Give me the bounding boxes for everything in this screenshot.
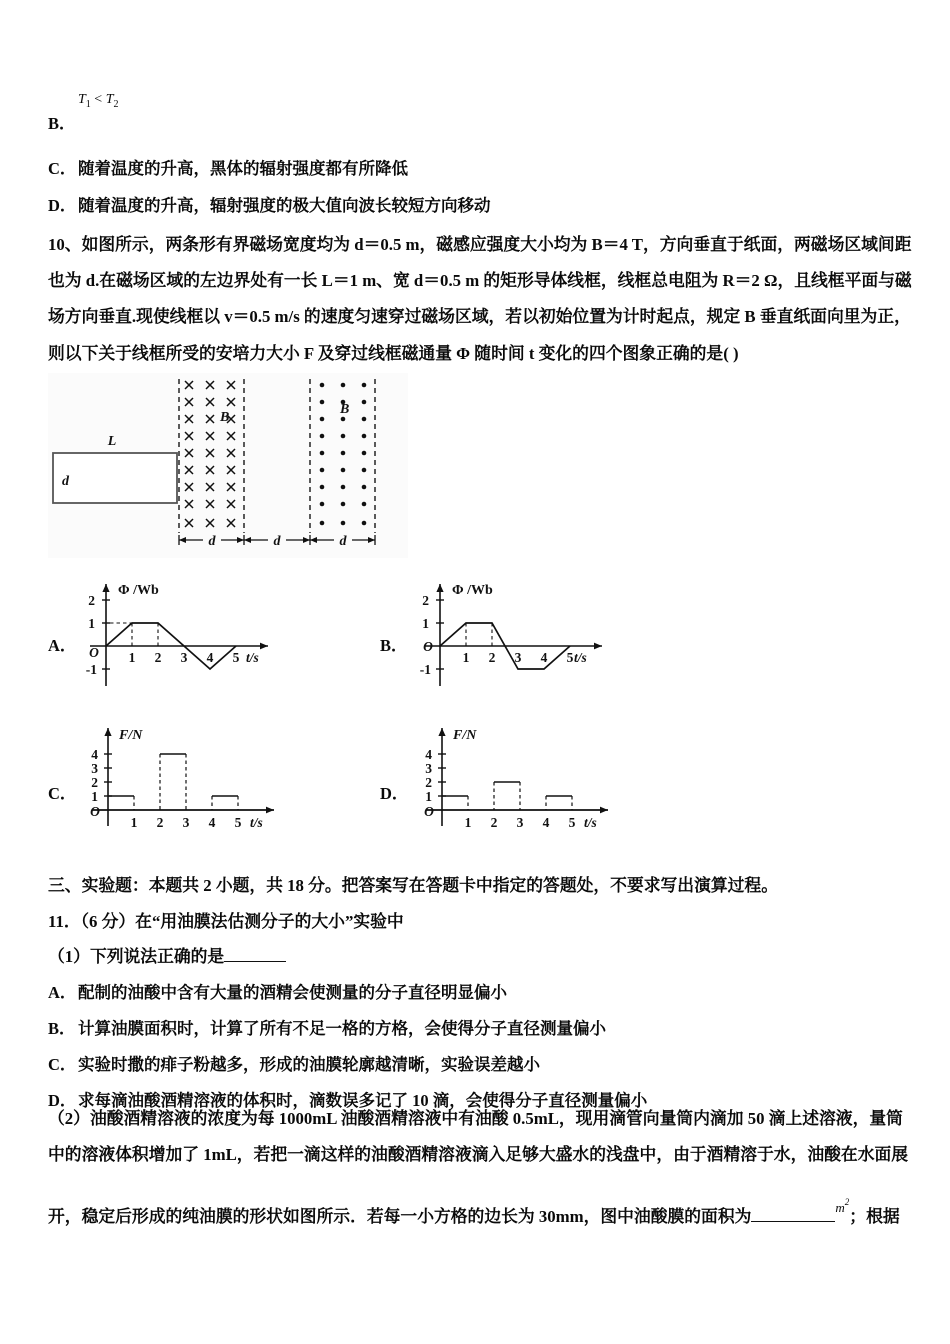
- answer-blank-part1[interactable]: [224, 947, 286, 962]
- formula-t1-sub: 1: [85, 98, 91, 110]
- question-10-line-1: 10、如图所示，两条形有界磁场宽度均为 d＝0.5 m，磁感应强度大小均为 B＝4 T，方向垂直于纸面，两磁场区域间距: [48, 235, 912, 254]
- formula-t2: T: [105, 92, 114, 107]
- graph-c-y-axis-label: F/N: [119, 728, 143, 743]
- question-11-option-a-text: 配制的油酸中含有大量的酒精会使测量的分子直径明显偏小: [78, 983, 507, 1002]
- question-11-option-c-text: 实验时撒的痱子粉越多，形成的油膜轮廓越清晰，实验误差越小: [78, 1055, 540, 1074]
- graph-a-svg: [78, 578, 308, 696]
- graph-c-svg: [78, 722, 308, 837]
- graph-c-ytick-1: 1: [91, 789, 98, 804]
- formula-t1: T: [78, 92, 86, 107]
- graph-a-xtick-1: 1: [128, 650, 136, 665]
- graph-a-figure: [78, 578, 308, 696]
- graph-d-xtick-1: 1: [464, 815, 472, 830]
- graph-a-ytick-0: -1: [85, 662, 97, 677]
- graph-d-y-axis-label: F/N: [453, 728, 477, 743]
- graph-a-xtick-2: 2: [154, 650, 162, 665]
- question-11-option-a-label: A．: [48, 983, 77, 1002]
- graph-c-ytick-3: 3: [91, 761, 98, 776]
- question-11-part2-line-3: [48, 1197, 900, 1227]
- option-c-label-q9: C．: [48, 159, 77, 178]
- graph-c-xtick-4: 4: [208, 815, 216, 830]
- graph-d-x-arrow: [600, 807, 608, 814]
- graph-option-d-label: D．: [380, 784, 409, 803]
- graph-a-xtick-4: 4: [206, 650, 214, 665]
- graph-c-xtick-2: 2: [156, 815, 164, 830]
- loop-length-label: L: [107, 434, 117, 449]
- graph-a-y-axis-label: Φ /Wb: [118, 583, 159, 598]
- graph-d-x-axis-label: t/s: [584, 815, 597, 830]
- question-11-part2-line-3-tail: ；根据: [849, 1207, 900, 1226]
- field-diagram-svg: [48, 373, 408, 558]
- question-10-line-3: 场方向垂直.现使线框以 v＝0.5 m/s 的速度匀速穿过磁场区域，若以初始位置为计时起点，规定 B 垂直纸面向里为正，: [48, 307, 911, 326]
- formula-relation: <: [94, 92, 103, 107]
- graph-d-xtick-5: 5: [568, 815, 576, 830]
- graph-b-ytick-0: -1: [419, 662, 431, 677]
- graph-b-origin-label: O: [423, 639, 433, 654]
- dim-label-d-2: d: [273, 534, 281, 549]
- option-d-label-q9: D．: [48, 196, 77, 215]
- question-11-option-b-text: 计算油膜面积时，计算了所有不足一格的方格，会使得分子直径测量偏小: [78, 1019, 606, 1038]
- graph-c-xtick-3: 3: [182, 815, 190, 830]
- graph-a-xtick-3: 3: [180, 650, 188, 665]
- graph-c-x-axis-label: t/s: [250, 815, 263, 830]
- graph-d-origin-label: O: [424, 804, 434, 819]
- question-11-option-d-text: 求每滴油酸酒精溶液的体积时，滴数误多记了 10 滴，会使得分子直径测量偏小: [78, 1091, 648, 1110]
- question-11-option-d-label: D．: [48, 1091, 77, 1110]
- option-b-formula-q9: [78, 92, 119, 110]
- question-11-part1-prompt: （1）下列说法正确的是: [48, 947, 225, 966]
- graph-option-b-label: B．: [380, 636, 408, 655]
- unit-m: m: [835, 1200, 845, 1215]
- option-b-label-q9: B．: [48, 114, 76, 133]
- conducting-loop-rect: [53, 453, 177, 503]
- graph-d-ytick-1: 1: [425, 789, 432, 804]
- loop-width-label: d: [62, 474, 69, 489]
- graph-option-c-label: C．: [48, 784, 77, 803]
- question-11-stem: 11．（6 分）在“用油膜法估测分子的大小”实验中: [48, 912, 404, 931]
- question-11-option-c-label: C．: [48, 1055, 77, 1074]
- graph-b-figure: [412, 578, 642, 696]
- graph-c-ytick-4: 4: [91, 747, 98, 762]
- graph-d-xtick-3: 3: [516, 815, 524, 830]
- graph-c-origin-label: O: [90, 804, 100, 819]
- graph-a-ytick-2: 2: [88, 593, 95, 608]
- question-10-line-4: 则以下关于线框所受的安培力大小 F 及穿过线框磁通量 Φ 随时间 t 变化的四个图象正确的是( ): [48, 344, 739, 363]
- dim-label-d-1: d: [208, 534, 216, 549]
- graph-b-y-axis-label: Φ /Wb: [452, 583, 493, 598]
- graph-c-ytick-2: 2: [91, 775, 98, 790]
- graph-b-xtick-2: 2: [488, 650, 496, 665]
- graph-b-guides: [466, 623, 492, 646]
- graph-b-y-arrow: [436, 584, 443, 592]
- section-3-heading: 三、实验题：本题共 2 小题，共 18 分。把答案写在答题卡中指定的答题处，不要求写出演算过程。: [48, 876, 778, 895]
- answer-blank-area[interactable]: [751, 1207, 835, 1222]
- graph-c-figure: [78, 722, 308, 837]
- graph-d-ytick-4: 4: [425, 747, 432, 762]
- question-11-option-b-label: B．: [48, 1019, 76, 1038]
- graph-b-x-arrow: [594, 643, 602, 650]
- graph-c-xtick-1: 1: [130, 815, 138, 830]
- graph-d-figure: [412, 722, 642, 837]
- graph-b-svg: [412, 578, 642, 696]
- field-in-label-B: B: [220, 410, 230, 425]
- field-out-label-B: B: [340, 402, 350, 417]
- graph-b-xtick-5: 5: [566, 650, 574, 665]
- graph-a-y-arrow: [102, 584, 109, 592]
- question-11-part1-prompt-row: [48, 943, 286, 967]
- graph-a-guides: [110, 623, 158, 646]
- graph-d-ytick-2: 2: [425, 775, 432, 790]
- question-11-part2-line-2: 中的溶液体积增加了 1mL，若把一滴这样的油酸酒精溶液滴入足够大盛水的浅盘中，由于酒精溶于水，油酸在水面展: [48, 1145, 909, 1164]
- graph-a-origin-label: O: [89, 645, 99, 660]
- formula-t2-sub: 2: [113, 98, 119, 110]
- question-10-line-2: 也为 d.在磁场区域的左边界处有一长 L＝1 m、宽 d＝0.5 m 的矩形导体线框，线框总电阻为 R＝2 Ω，且线框平面与磁: [48, 271, 912, 290]
- option-d-text-q9: 随着温度的升高，辐射强度的极大值向波长较短方向移动: [78, 196, 491, 215]
- graph-a-xtick-5: 5: [232, 650, 240, 665]
- graph-d-xtick-2: 2: [490, 815, 498, 830]
- graph-c-x-arrow: [266, 807, 274, 814]
- unit-m-superscript: 2: [844, 1197, 850, 1207]
- graph-b-xtick-4: 4: [540, 650, 548, 665]
- graph-d-y-arrow: [438, 728, 445, 736]
- graph-d-ytick-3: 3: [425, 761, 432, 776]
- graph-b-xtick-1: 1: [462, 650, 470, 665]
- graph-c-xtick-5: 5: [234, 815, 242, 830]
- option-c-text-q9: 随着温度的升高，黑体的辐射强度都有所降低: [78, 159, 408, 178]
- graph-b-ytick-2: 2: [422, 593, 429, 608]
- graph-d-svg: [412, 722, 642, 837]
- graph-c-y-arrow: [104, 728, 111, 736]
- graph-b-x-axis-label: t/s: [574, 650, 587, 665]
- graph-a-x-axis-label: t/s: [246, 650, 259, 665]
- graph-b-ytick-1: 1: [422, 616, 429, 631]
- dim-label-d-3: d: [339, 534, 347, 549]
- graph-option-a-label: A．: [48, 636, 77, 655]
- question-11-part2-line-3-text: 开，稳定后形成的纯油膜的形状如图所示．若每一小方格的边长为 30mm，图中油酸膜的面积为: [48, 1207, 752, 1226]
- graph-a-ytick-1: 1: [88, 616, 95, 631]
- graph-d-xtick-4: 4: [542, 815, 550, 830]
- graph-b-xtick-3: 3: [514, 650, 522, 665]
- question-11-part2-line-1: （2）油酸酒精溶液的浓度为每 1000mL 油酸酒精溶液中有油酸 0.5mL，现用滴管向量筒内滴加 50 滴上述溶液，量筒: [48, 1109, 903, 1128]
- graph-a-x-arrow: [260, 643, 268, 650]
- magnetic-field-figure: [48, 373, 408, 558]
